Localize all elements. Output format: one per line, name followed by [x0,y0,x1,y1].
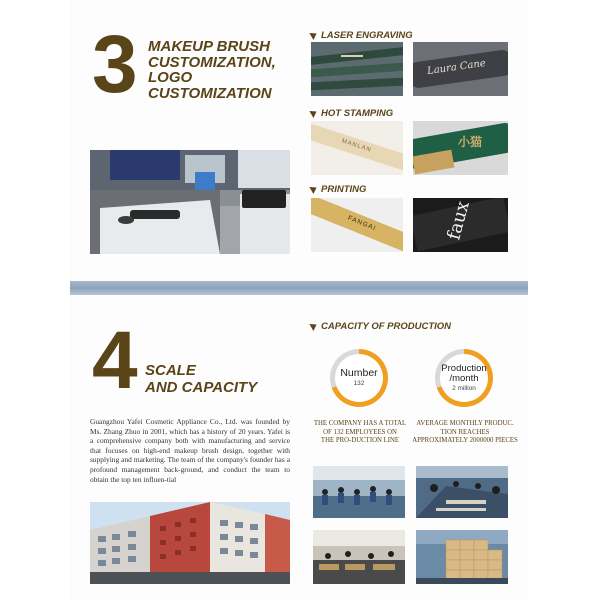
laser-engraving-photo-2 [413,42,508,96]
section-divider [70,281,528,295]
headline-line-1: MAKEUP BRUSH [148,38,270,55]
hot-stamping-photo-2 [413,121,508,175]
label-printing: PRINTING [311,184,366,195]
employees-ring-chart [330,349,388,407]
headline-and-capacity: AND CAPACITY [145,379,258,396]
laser-engraving-photo-1 [311,42,403,96]
printed-text-fangai: FANGAI [346,214,378,233]
headline-scale: SCALE [145,362,196,379]
section-number-3: 3 [92,19,136,110]
production-line-photo-1 [313,466,405,518]
engraved-text-laura-cane: Laura Cane [426,57,487,78]
section-number-4: 4 [92,315,136,406]
stamped-text-manlan: MANLAN [340,138,373,154]
stamped-text-chinese: 小猫 [458,135,483,149]
printing-photo-1 [311,198,403,252]
customization-headline [148,39,276,101]
production-ring-title: Production /month [441,362,487,384]
production-caption: AVERAGE MONTHLY PRODUC. TION REACHES APPROXIMATELY 2000000 PIECES [412,420,518,445]
printed-text-faux: faux [443,198,474,243]
scale-headline [145,362,257,396]
production-ring-value: 2 million [452,384,476,392]
headline-line-2: CUSTOMIZATION, [148,53,276,71]
company-description: Guangzhou Yafei Cosmetic Appliance Co., Ltd. was founded by Ms. Zhang Zhuo in 2001, which has a history of 20 years. Yafei is a comprehensive company both with manufacturing and service that focuses on high-end makeup brush design, together with supplying and marketing. The team of the company's founder has a profound management back-ground, and conduct the team to obtain the top ten influen-tial [90,417,290,484]
factory-building-photo [90,502,290,584]
label-hot-stamping: HOT STAMPING [311,108,393,119]
label-capacity-of-production: CAPACITY OF PRODUCTION [311,321,451,332]
headline-line-3: LOGO [148,69,193,86]
laser-machine-photo [90,150,290,254]
headline-line-4: CUSTOMIZATION [148,84,272,102]
employees-ring-title: Number [340,367,378,379]
workshop-photo [313,530,405,584]
hot-stamping-photo-1 [311,121,403,175]
production-ring-chart [435,349,493,407]
printing-photo-2 [413,198,508,252]
warehouse-photo [416,530,508,584]
employees-ring-value: 132 [353,380,365,387]
employees-caption: THE COMPANY HAS A TOTAL OF 132 EMPLOYEES ON THE PRO-DUCTION LINE [313,420,407,445]
label-laser-engraving: LASER ENGRAVING [311,30,413,41]
production-line-photo-2 [416,466,508,518]
